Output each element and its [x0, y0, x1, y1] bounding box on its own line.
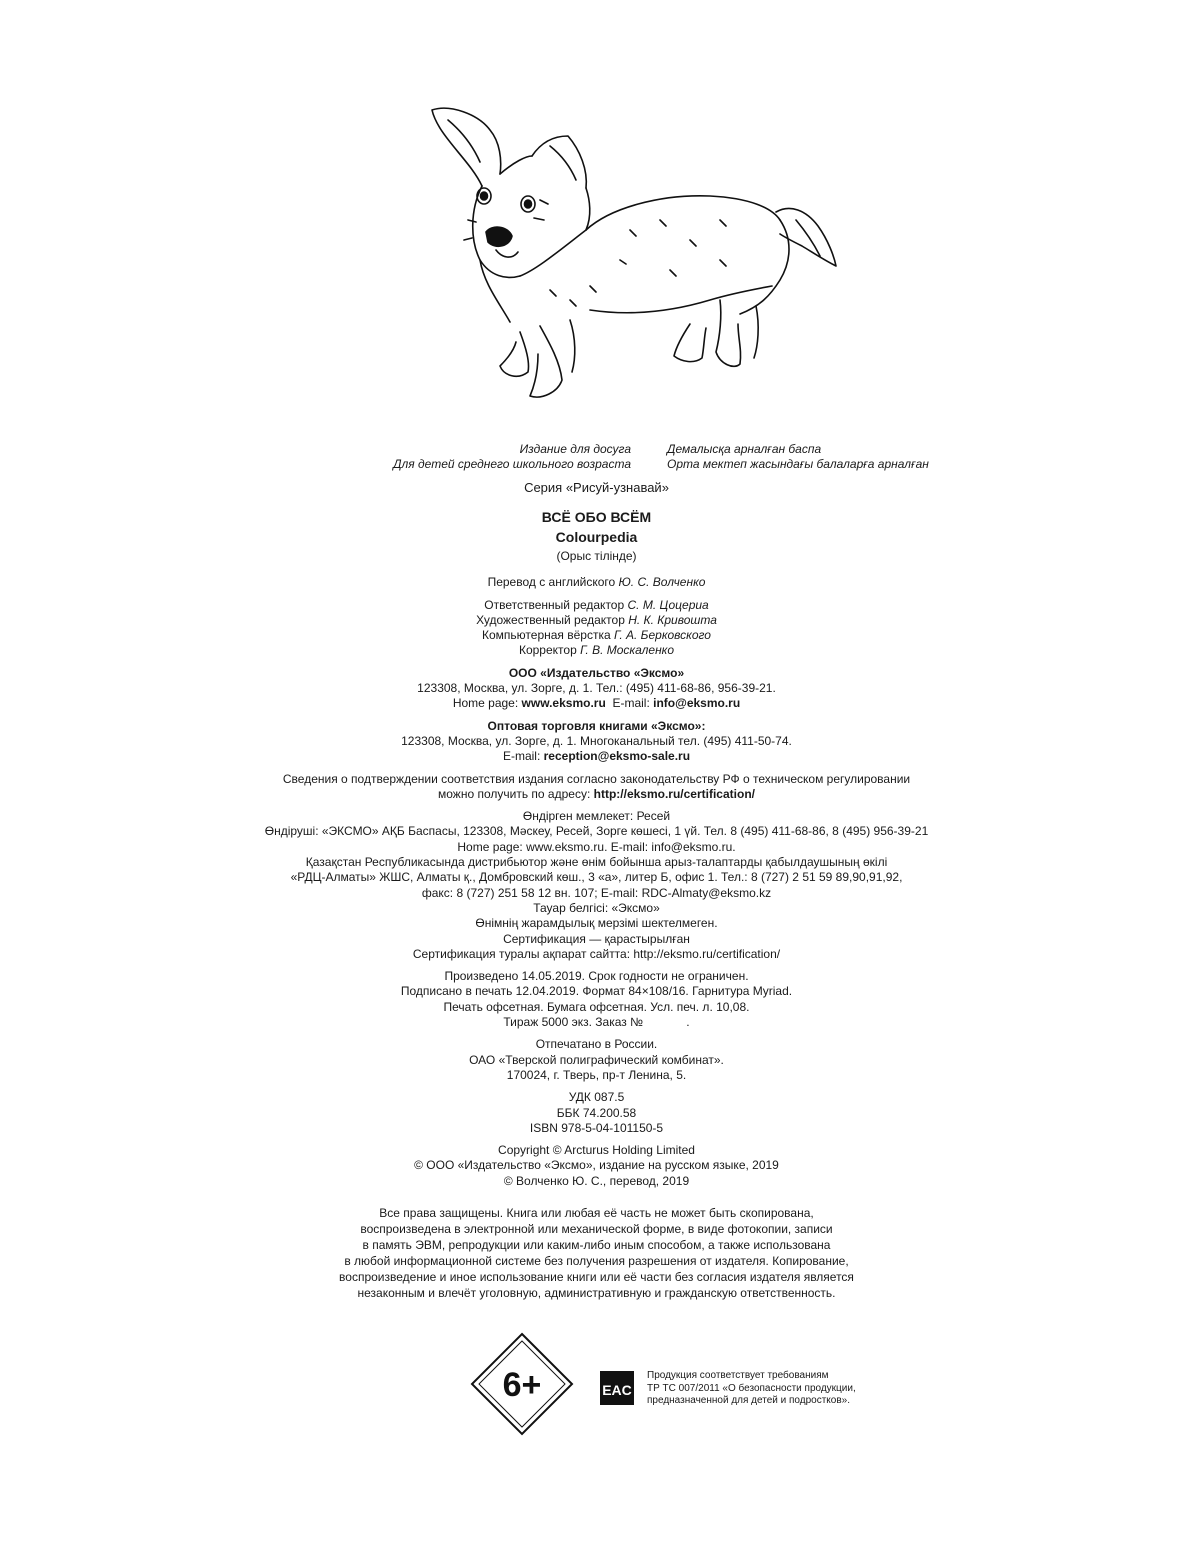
editor-credit: Художественный редактор Н. К. Кривошта	[476, 612, 717, 627]
language-note: (Орыс тілінде)	[556, 549, 637, 563]
printer-line: ОАО «Тверской полиграфический комбинат».	[469, 1052, 724, 1067]
editor-credit: Компьютерная вёрстка Г. А. Берковского	[482, 628, 711, 643]
wholesale-email-link[interactable]: reception@eksmo-sale.ru	[543, 749, 691, 764]
edition-purpose-ru	[393, 442, 631, 472]
leisure-edition-label-kz: Демалысқа арналған баспа	[667, 442, 822, 456]
kazakh-info-line: Сертификация — қарастырылған	[503, 931, 690, 946]
kazakh-info-line: Өндірген мемлекет: Ресей	[522, 809, 671, 824]
kazakh-info-line: факс: 8 (727) 251 58 12 вн. 107; E-mail: RDC-Almaty@eksmo.kz	[421, 885, 772, 900]
kazakh-info-line: Өнімнің жарамдылық мерзімі шектелмеген.	[475, 916, 718, 931]
kazakh-info-line: Сертификация туралы ақпарат сайтта: http://eksmo.ru/certification/	[412, 946, 781, 961]
kazakh-info-line: Өндіруші: «ЭКСМО» АҚБ Баспасы, 123308, Мәскеу, Ресей, Зорге көшесі, 1 үй. Тел. 8 (495) 411-68-86, 8 (495) 956-39-21	[264, 824, 929, 839]
publisher-home-link[interactable]: www.eksmo.ru	[521, 696, 606, 711]
rights-line: в любой информационной системе без получения разрешения от издателя. Копирование,	[344, 1254, 849, 1268]
rights-line: воспроизведение и иное использование книги или её части без согласия издателя является	[339, 1270, 854, 1284]
conformity-line: предназначенной для детей и подростков».	[647, 1395, 850, 1406]
kazakh-info-line: Тауар белгісі: «Эксмо»	[533, 900, 660, 915]
conformity-line: ТР ТС 007/2011 «О безопасности продукции,	[647, 1382, 856, 1394]
printer-line: 170024, г. Тверь, пр-т Ленина, 5.	[506, 1067, 687, 1082]
kazakh-info-line: Home page: www.eksmo.ru. E-mail: info@eksmo.ru.	[457, 839, 736, 854]
conformity-note	[647, 1370, 856, 1408]
wholesale-contacts: E-mail: reception@eksmo-sale.ru	[502, 749, 691, 764]
copyright-line: Copyright © Arcturus Holding Limited	[498, 1143, 695, 1158]
publisher-address: 123308, Москва, ул. Зорге, д. 1. Тел.: (495) 411-68-86, 956-39-21.	[417, 681, 776, 696]
rights-notice	[0, 1205, 1193, 1301]
certification-line: Сведения о подтверждении соответствия издания согласно законодательству РФ о техническом регулировании	[282, 771, 911, 786]
age-group-label-kz: Орта мектеп жасындағы балаларға арналған	[667, 457, 929, 471]
translation-credit: Перевод с английского Ю. С. Волченко	[487, 575, 706, 590]
dog-illustration-icon	[420, 100, 850, 420]
production-line: Подписано в печать 12.04.2019. Формат 84×108/16. Гарнитура Myriad.	[400, 984, 793, 999]
editor-credit: Ответственный редактор С. М. Цоцериа	[484, 597, 709, 612]
imprint-column	[0, 479, 1193, 1189]
conformity-line: Продукция соответствует требованиям	[647, 1370, 829, 1381]
wholesale-address: 123308, Москва, ул. Зорге, д. 1. Многоканальный тел. (495) 411-50-74.	[401, 733, 792, 748]
book-subtitle: Colourpedia	[555, 529, 638, 545]
age-group-label: Для детей среднего школьного возраста	[393, 457, 631, 471]
rights-line: в память ЭВМ, репродукции или каким-либо иным способом, а также использована	[362, 1238, 831, 1252]
publisher-contacts: Home page: www.eksmo.ru E-mail: info@eksmo.ru	[452, 696, 741, 711]
production-line: Тираж 5000 экз. Заказ № .	[503, 1015, 690, 1030]
wholesale-title: Оптовая торговля книгами «Эксмо»:	[487, 718, 706, 733]
rights-line: Все права защищены. Книга или любая её часть не может быть скопирована,	[379, 1206, 814, 1220]
copyright-line: © Волченко Ю. С., перевод, 2019	[503, 1173, 690, 1188]
printer-line: Отпечатано в России.	[535, 1037, 658, 1052]
rights-line: незаконным и влечёт уголовную, административную и гражданскую ответственность.	[357, 1286, 836, 1300]
rights-line: воспроизведена в электронной или механической форме, в виде фотокопии, записи	[360, 1222, 833, 1236]
certification-link-line: можно получить по адресу: http://eksmo.ru/certification/	[438, 786, 755, 801]
production-line: Произведено 14.05.2019. Срок годности не ограничен.	[444, 969, 749, 984]
classification-code: УДК 087.5	[568, 1090, 625, 1105]
series-name: Серия «Рисуй-узнавай»	[524, 480, 669, 495]
copyright-line: © ООО «Издательство «Эксмо», издание на русском языке, 2019	[414, 1158, 779, 1173]
isbn: ISBN 978-5-04-101150-5	[529, 1120, 664, 1135]
leisure-edition-label: Издание для досуга	[519, 442, 631, 456]
svg-text:EAC: EAC	[602, 1382, 632, 1398]
kazakh-info-line: Қазақстан Республикасында дистрибьютор және өнім бойынша арыз-талаптарды қабылдаушының өкілі	[305, 855, 888, 870]
publisher-name: ООО «Издательство «Эксмо»	[508, 665, 685, 680]
certification-link[interactable]: http://eksmo.ru/certification/	[593, 786, 755, 801]
book-title: ВСЁ ОБО ВСЁМ	[541, 509, 652, 525]
editor-credit: Корректор Г. В. Москаленко	[518, 643, 675, 658]
eac-mark-icon	[600, 1371, 634, 1405]
edition-purpose-kz	[667, 442, 929, 472]
age-rating-badge	[470, 1332, 574, 1436]
age-rating-text: 6+	[502, 1366, 542, 1404]
publisher-email-link[interactable]: info@eksmo.ru	[653, 696, 741, 711]
production-line: Печать офсетная. Бумага офсетная. Усл. печ. л. 10,08.	[443, 999, 750, 1014]
kazakh-info-line: «РДЦ-Алматы» ЖШС, Алматы қ., Домбровский көш., 3 «а», литер Б, офис 1. Тел.: 8 (727) 2 51 59 89,90,91,92,	[290, 870, 903, 885]
classification-code: ББК 74.200.58	[556, 1105, 637, 1120]
